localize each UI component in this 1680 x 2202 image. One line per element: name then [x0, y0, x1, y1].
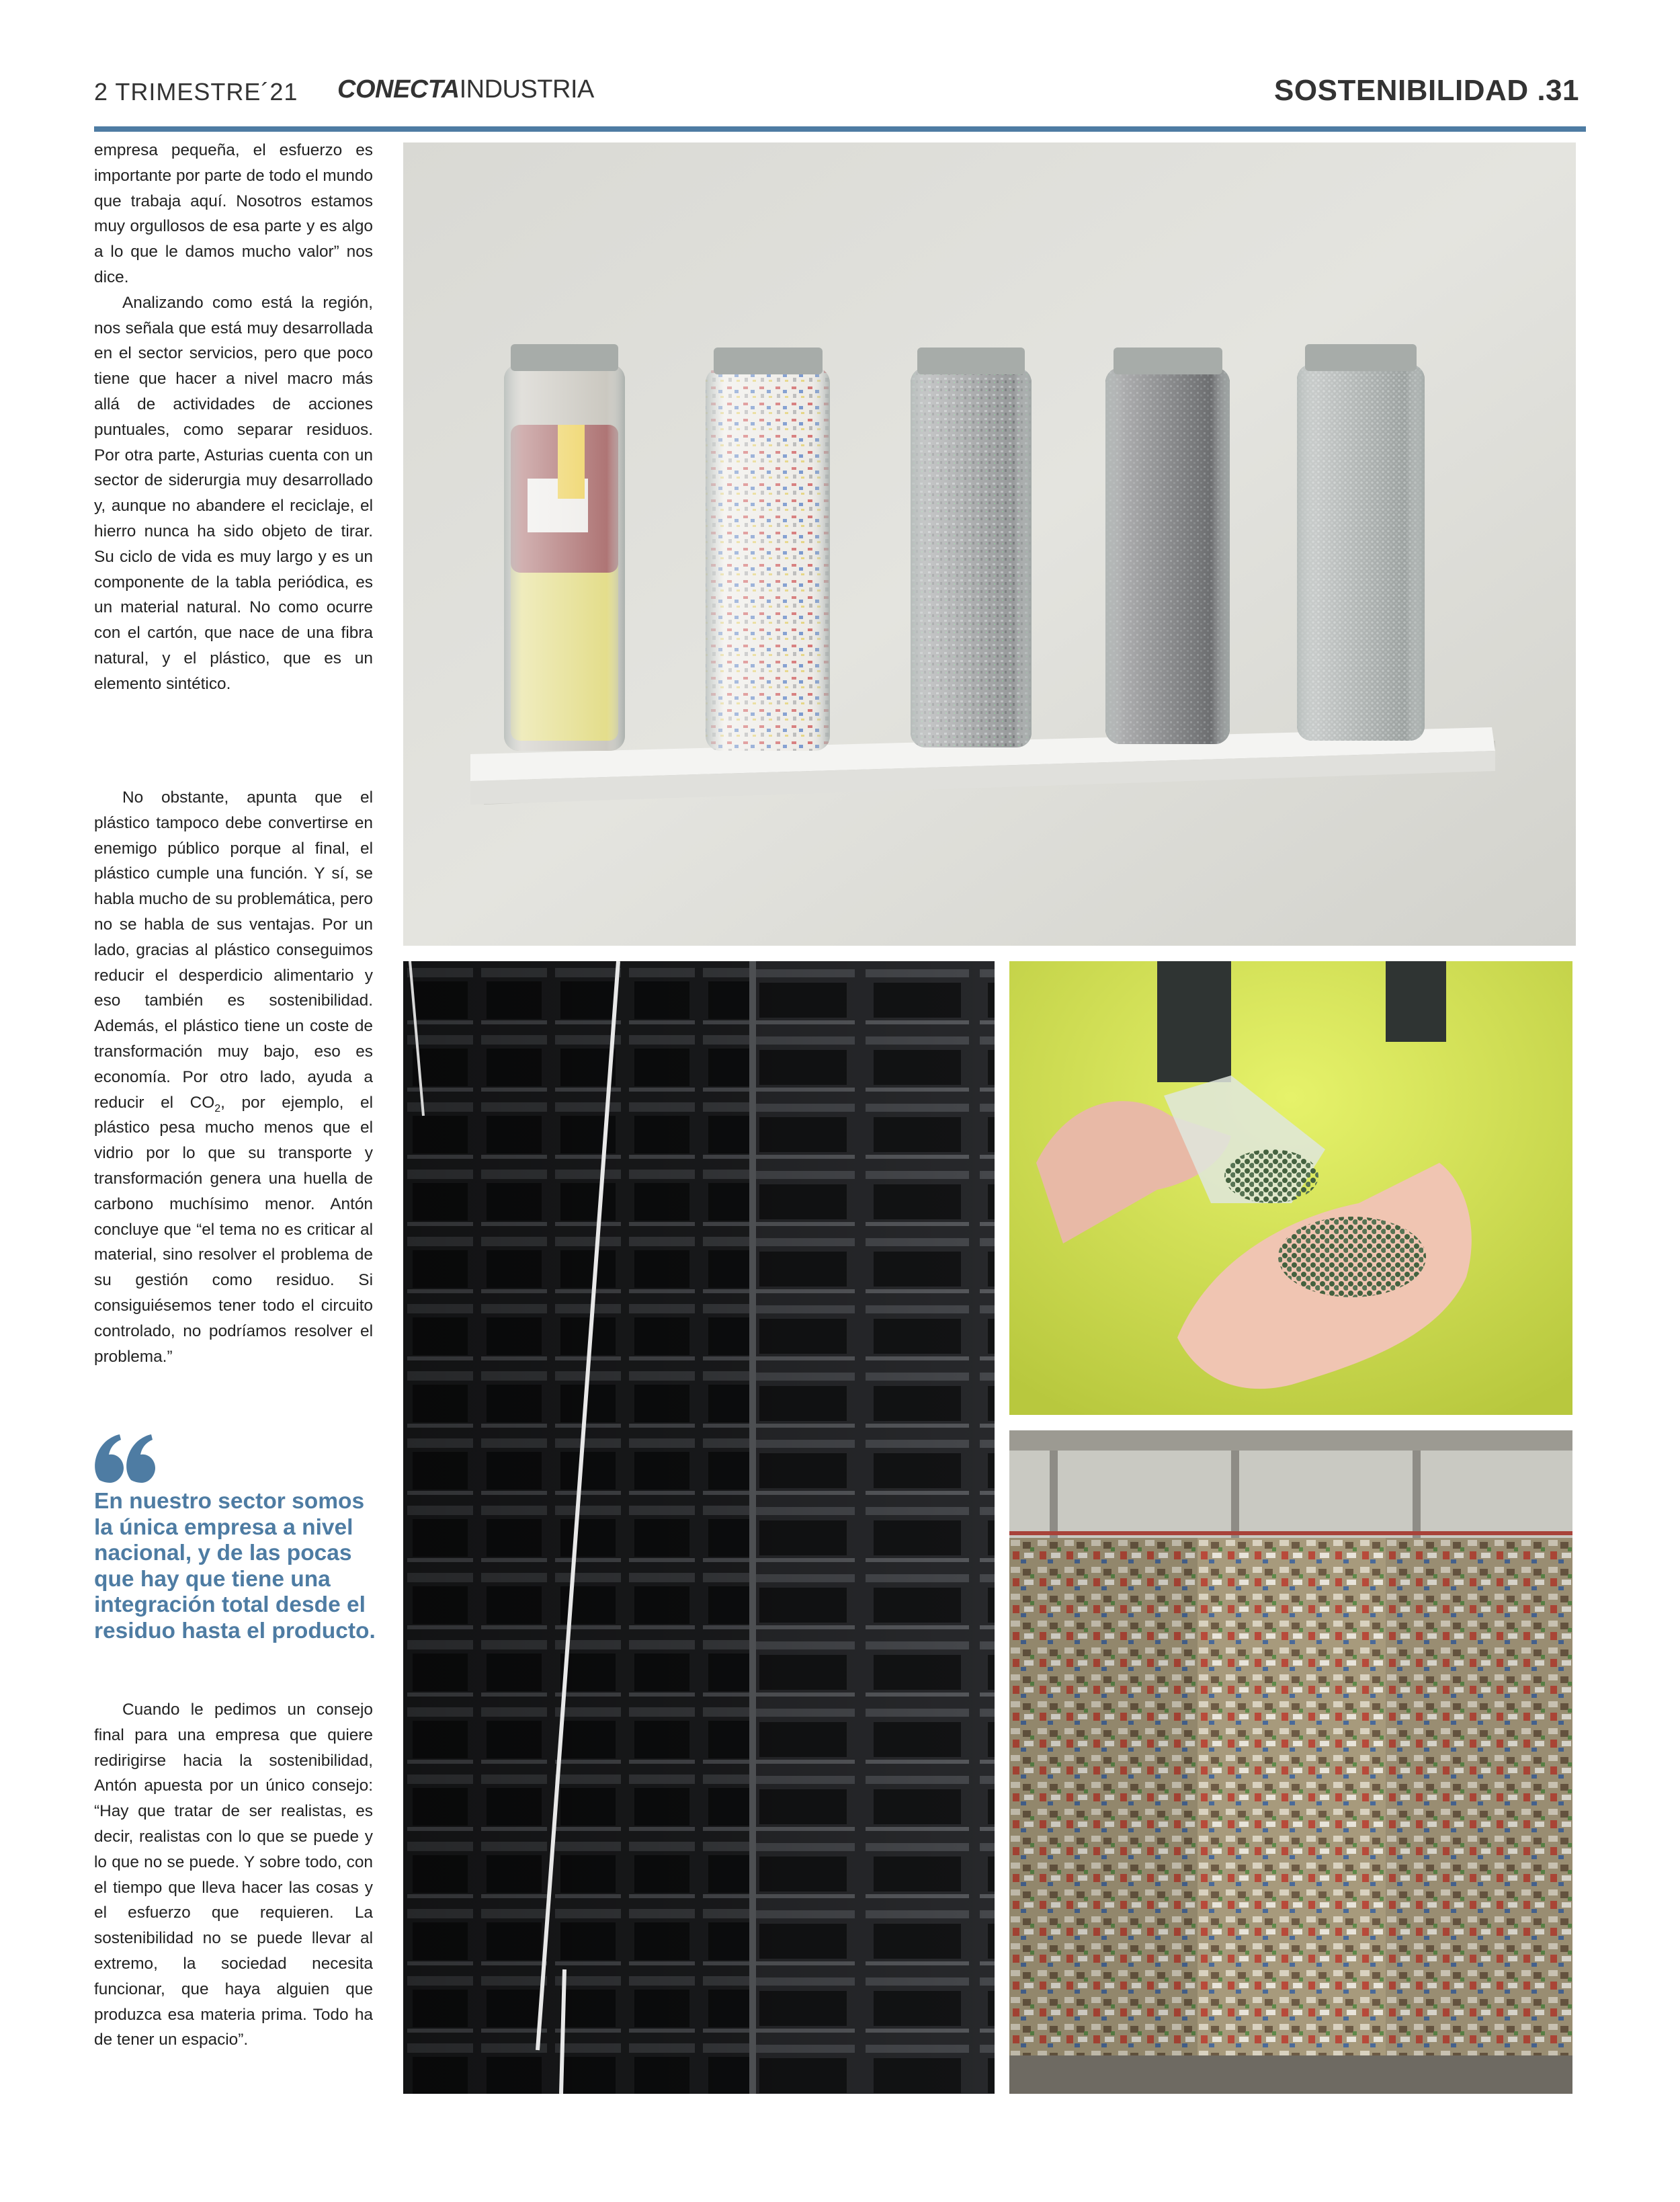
logo-bold: CONECTA: [337, 75, 460, 104]
recycling-bales-photo: [1009, 1430, 1572, 2094]
logo-light: INDUSTRIA: [459, 75, 594, 104]
pull-quote: En nuestro sector somos la única empresa a nivel nacional, y de las pocas que hay que tiene una integración total desde el residuo hasta el producto.: [94, 1489, 376, 1643]
header-rule: [94, 126, 1586, 132]
subscript: 2: [214, 1102, 221, 1114]
paragraph: [94, 785, 373, 1369]
article-text-block-a: [94, 138, 373, 697]
article-text-block-b: [94, 785, 373, 1369]
jars-shelf-photo: [403, 142, 1576, 946]
article-text-block-c: [94, 1697, 373, 2053]
hand-pellets-photo: [1009, 961, 1572, 1415]
pallets-stack-photo: [403, 961, 995, 2094]
paragraph: empresa pequeña, el esfuerzo es importante por parte de todo el mundo que trabaja aquí. Nosotros estamos muy orgullosos de esa parte y es algo a lo que le damos mucho valor” nos dice.: [94, 141, 373, 286]
section-title: SOSTENIBILIDAD .31: [1274, 74, 1579, 107]
paragraph: Cuando le pedimos un consejo final para una empresa que quiere redirigirse hacia la sostenibilidad, Antón apuesta por un único consejo: “Hay que tratar de ser realistas, es decir, realistas con lo que se puede y lo que no se puede. Y sobre todo, con el tiempo que lleva hacer las cosas y el esfuerzo que requieren. La sostenibilidad no se puede llevar al extremo, la sociedad necesita funcionar, que haya alguien que produzca esa materia prima. Todo ha de tener un espacio”.: [94, 1701, 373, 2049]
page-header: [94, 74, 1586, 121]
paragraph: Analizando como está la región, nos señala que está muy desarrollada en el sector servicios, pero que poco tiene que hacer a nivel macro más allá de actividades de acciones puntuales, como separar residuos. Por otra parte, Asturias cuenta con un sector de siderurgia muy desarrollado y, aunque no abandere el reciclaje, el hierro nunca ha sido objeto de tirar. Su ciclo de vida es muy largo y es un componente de la tabla periódica, es un material natural. No como ocurre con el cartón, que nace de una fibra natural, y el plástico, que es un elemento sintético.: [94, 293, 373, 693]
paragraph-text: , por ejemplo, el plástico pesa mucho menos que el vidrio por lo que su transporte y transformación genera una huella de carbono muchísimo menor. Antón concluye que “el tema no es criticar al material, sino resolver el problema de su gestión como residuo. Si consiguiésemos tener todo el circuito controlado, no podríamos resolver el problema.”: [94, 1093, 373, 1366]
issue-label: 2 TRIMESTRE´21: [94, 78, 298, 106]
magazine-logo: [337, 75, 594, 104]
quote-mark-icon: [94, 1432, 158, 1485]
paragraph-text: No obstante, apunta que el plástico tampoco debe convertirse en enemigo público porque al final, el plástico cumple una función. Y sí, se habla mucho de su problemática, pero no se habla de sus ventajas. Por un lado, gracias al plástico conseguimos reducir el desperdicio alimentario y eso también es sostenibilidad. Además, el plástico tiene un coste de transformación muy bajo, eso es economía. Por otro lado, ayuda a reducir el CO: [94, 788, 373, 1112]
